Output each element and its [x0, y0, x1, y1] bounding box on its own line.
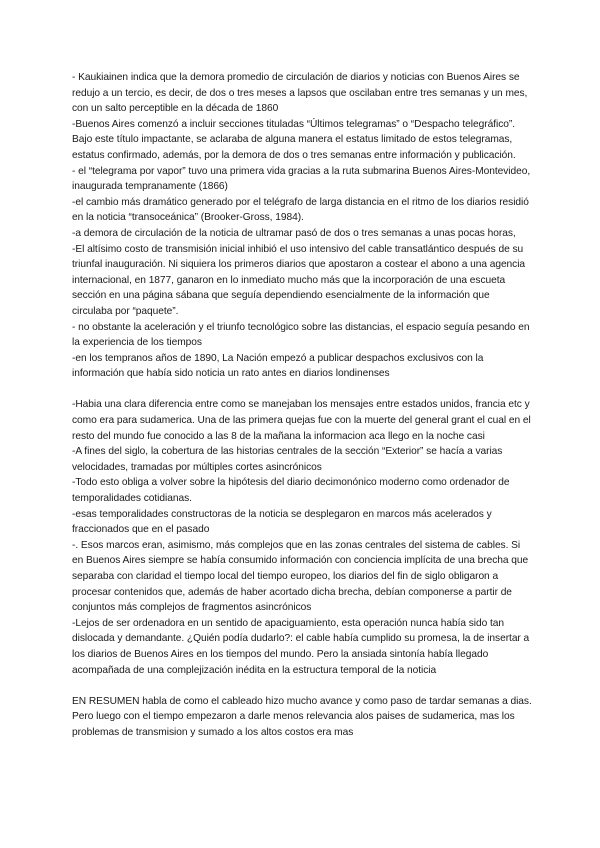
note-paragraph: - el “telegrama por vapor” tuvo una primera vida gracias a la ruta submarina Buenos Aires-Montevideo, inaugurada tempranamente (1866) — [72, 165, 531, 193]
section-spacer — [72, 678, 532, 694]
note-paragraph: -Buenos Aires comenzó a incluir secciones tituladas “Últimos telegramas” o “Despacho telegráfico”. Bajo este título impactante, se aclaraba de alguna manera el estatus limitado de estos telegramas, estatus confirmado, además, por la demora de dos o tres semanas entre información y publicación. — [72, 118, 516, 161]
document-page — [72, 70, 532, 741]
note-paragraph: -Lejos de ser ordenadora en un sentido de apaciguamiento, esta operación nunca había sido tan dislocada y demandante. ¿Quién podía dudarlo?: el cable había cumplido su promesa, la de insertar a los diarios de Buenos Aires en los tiempos del mundo. Pero la ansiada sintonía había llegado acompañada de una complejización inédita en la estructura temporal de la noticia — [72, 617, 530, 676]
note-paragraph: -el cambio más dramático generado por el telégrafo de larga distancia en el ritmo de los diarios residió en la noticia “transoceánica” (Brooker-Gross, 1984). — [72, 196, 529, 224]
note-paragraph: -Habia una clara diferencia entre como se manejaban los mensajes entre estados unidos, francia etc y como era para sudamerica. Una de las primera quejas fue con la muerte del general grant el cual en el resto del mundo fue conocido a las 8 de la mañana la informacion aca llego en la noche casi — [72, 399, 531, 442]
section-spacer — [72, 382, 532, 398]
note-paragraph: -El altísimo costo de transmisión inicial inhibió el uso intensivo del cable transatlántico después de su triunfal inauguración. Ni siquiera los primeros diarios que apostaron a costear el abono a una agencia internacional, en 1877, ganaron en lo inmediato mucho más que la incorporación de una escueta sección en una página sábana que seguía dependiendo esencialmente de la información que circulaba por “paquete”. — [72, 243, 526, 317]
summary-paragraph: EN RESUMEN habla de como el cableado hizo mucho avance y como paso de tardar semanas a dias. Pero luego con el tiempo empezaron a darle menos relevancia alos paises de sudamerica, mas los problemas de transmision y sumado a los altos costos era mas — [72, 695, 532, 738]
note-paragraph: - Kaukiainen indica que la demora promedio de circulación de diarios y noticias con Buenos Aires se redujo a un tercio, es decir, de dos o tres meses a lapsos que oscilaban entre tres semanas y un mes, con un salto perceptible en la década de 1860 — [72, 72, 528, 115]
note-paragraph: -A fines del siglo, la cobertura de las historias centrales de la sección “Exterior” se hacía a varias velocidades, tramadas por múltiples cortes asincrónicos — [72, 446, 503, 473]
note-paragraph: -Todo esto obliga a volver sobre la hipótesis del diario decimonónico moderno como ordenador de temporalidades cotidianas. — [72, 477, 510, 505]
notes-section-1 — [72, 70, 532, 382]
notes-section-2 — [72, 397, 532, 678]
note-paragraph: -a demora de circulación de la noticia de ultramar pasó de dos o tres semanas a unas pocas horas, — [72, 227, 516, 239]
note-paragraph: -. Esos marcos eran, asimismo, más complejos que en las zonas centrales del sistema de cables. Si en Buenos Aires siempre se había consumido información con conciencia implícita de una brecha que separaba con claridad el tiempo local del tiempo europeo, los diarios del fin de siglo obligaron a procesar contenidos que, además de haber acortado dicha brecha, debían componerse a partir de conjuntos más complejos de fragmentos asincrónicos — [72, 539, 529, 614]
note-paragraph: -en los tempranos años de 1890, La Nación empezó a publicar despachos exclusivos con la información que había sido noticia un rato antes en diarios londinenses — [72, 352, 484, 380]
summary-section — [72, 694, 532, 741]
note-paragraph: - no obstante la aceleración y el triunfo tecnológico sobre las distancias, el espacio seguía pesando en la experiencia de los tiempos — [72, 321, 530, 349]
note-paragraph: -esas temporalidades constructoras de la noticia se desplegaron en marcos más acelerados y fraccionados que en el pasado — [72, 508, 492, 536]
